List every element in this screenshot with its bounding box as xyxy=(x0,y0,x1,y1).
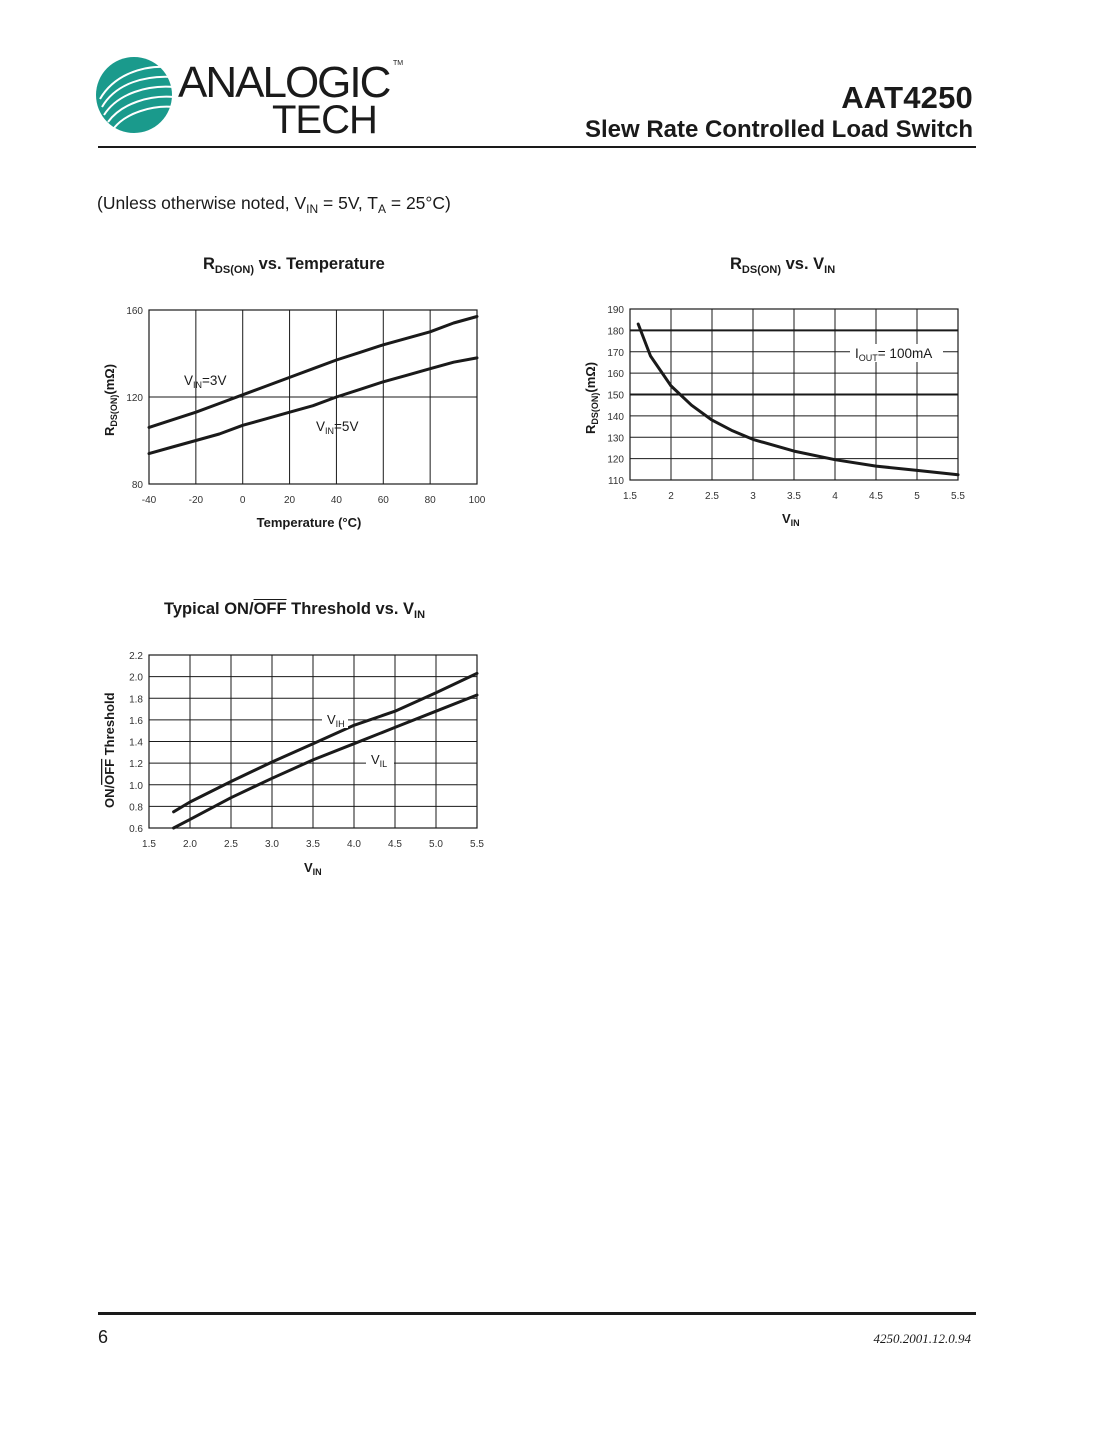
svg-text:40: 40 xyxy=(330,495,342,506)
svg-text:80: 80 xyxy=(424,495,436,506)
svg-text:1.5: 1.5 xyxy=(623,491,637,502)
conditions-note: (Unless otherwise noted, $V_{IN} = 5V$, $T_A = 25^\circ C$) xyxy=(97,193,451,216)
svg-text:VIN =3V: $V_{IN} =3V$ xyxy=(184,373,227,390)
series-line-vih xyxy=(174,673,477,811)
svg-text:5: 5 xyxy=(914,491,920,502)
svg-text:100: 100 xyxy=(468,495,486,506)
series-line-vin-5v xyxy=(149,358,477,454)
footer-rule xyxy=(98,1312,976,1315)
svg-text:130: 130 xyxy=(607,433,624,445)
svg-text:0.6: 0.6 xyxy=(129,824,143,835)
svg-text:RDS(ON) (mΩ): $R_{DS(ON)}$ (mΩ) xyxy=(583,361,600,434)
svg-text:4.5: 4.5 xyxy=(869,491,883,502)
svg-text:160: 160 xyxy=(126,306,143,317)
svg-text:VIL: $V_{IL}$ xyxy=(371,752,388,769)
svg-text:TECH: TECH xyxy=(272,98,377,137)
svg-text:VIN: $V_{IN}$ xyxy=(304,860,322,877)
svg-text:2: 2 xyxy=(668,491,674,502)
chart-threshold-vs-vin xyxy=(102,651,484,877)
svg-text:170: 170 xyxy=(607,347,624,359)
svg-text:1.0: 1.0 xyxy=(129,780,143,792)
svg-text:160: 160 xyxy=(607,369,624,381)
svg-text:0: 0 xyxy=(239,495,246,506)
svg-text:1.8: 1.8 xyxy=(129,694,143,706)
svg-text:140: 140 xyxy=(607,411,624,423)
svg-text:2.5: 2.5 xyxy=(705,491,719,502)
svg-text:120: 120 xyxy=(126,393,143,404)
chart2-title: $R_{DS(ON)}$ vs. $V_{IN}$ xyxy=(730,255,836,276)
svg-text:-20: -20 xyxy=(188,495,204,506)
chart-rds-vs-vin xyxy=(583,305,965,528)
svg-text:3.5: 3.5 xyxy=(306,839,320,850)
svg-text:60: 60 xyxy=(377,495,389,506)
svg-text:20: 20 xyxy=(284,495,296,506)
svg-text:5.0: 5.0 xyxy=(429,839,443,850)
part-description: Slew Rate Controlled Load Switch xyxy=(584,116,973,143)
svg-text:3.0: 3.0 xyxy=(265,839,279,850)
svg-text:2.0: 2.0 xyxy=(183,839,197,850)
svg-text:190: 190 xyxy=(607,305,624,316)
svg-text:4.0: 4.0 xyxy=(347,839,361,850)
svg-text:110: 110 xyxy=(608,476,624,487)
chart1-title: $R_{DS(ON)}$ vs. Temperature xyxy=(203,255,385,276)
svg-text:80: 80 xyxy=(131,480,143,491)
svg-text:3: 3 xyxy=(750,491,756,502)
svg-text:4: 4 xyxy=(832,491,838,502)
svg-text:VIN =5V: $V_{IN} =5V$ xyxy=(316,419,359,436)
svg-text:5.5: 5.5 xyxy=(470,839,484,850)
svg-text:2.2: 2.2 xyxy=(129,651,143,662)
document-id: 4250.2001.12.0.94 xyxy=(873,1331,971,1346)
svg-text:VIH: $V_{IH}$ xyxy=(327,712,345,729)
svg-text:TM: TM xyxy=(393,60,404,67)
svg-text:ON/OFF Threshold: ON/OFF Threshold xyxy=(102,692,117,808)
svg-text:120: 120 xyxy=(607,454,624,466)
svg-text:1.4: 1.4 xyxy=(129,737,143,749)
series-line-vin-3v xyxy=(149,317,477,428)
svg-text:2.0: 2.0 xyxy=(129,672,143,684)
svg-text:180: 180 xyxy=(607,326,624,338)
svg-text:ANALOGIC: ANALOGIC xyxy=(178,58,390,107)
svg-text:1.6: 1.6 xyxy=(129,715,143,727)
svg-text:VIN: $V_{IN}$ xyxy=(782,511,800,528)
svg-text:Temperature (°C): Temperature (°C) xyxy=(256,515,362,530)
svg-text:-40: -40 xyxy=(141,495,157,506)
svg-text:5.5: 5.5 xyxy=(951,491,965,502)
svg-text:IOUT = 100mA: $I_{OUT} = 100mA$ xyxy=(855,346,933,363)
chart3-title: Typical $ON/\overline{OFF}$ Threshold vs. $V_{IN}$ xyxy=(164,600,426,621)
svg-text:150: 150 xyxy=(607,390,624,402)
chart-rds-vs-temperature xyxy=(102,306,486,530)
svg-text:RDS(ON) (mΩ): $R_{DS(ON)}$ (mΩ) xyxy=(102,363,119,436)
svg-text:3.5: 3.5 xyxy=(787,491,801,502)
part-number: AAT4250 xyxy=(841,80,973,115)
svg-text:2.5: 2.5 xyxy=(224,839,238,850)
svg-text:1.2: 1.2 xyxy=(129,759,143,771)
page-number: 6 xyxy=(98,1327,109,1347)
svg-text:1.5: 1.5 xyxy=(142,839,156,850)
svg-text:4.5: 4.5 xyxy=(388,839,402,850)
svg-text:0.8: 0.8 xyxy=(129,802,143,814)
